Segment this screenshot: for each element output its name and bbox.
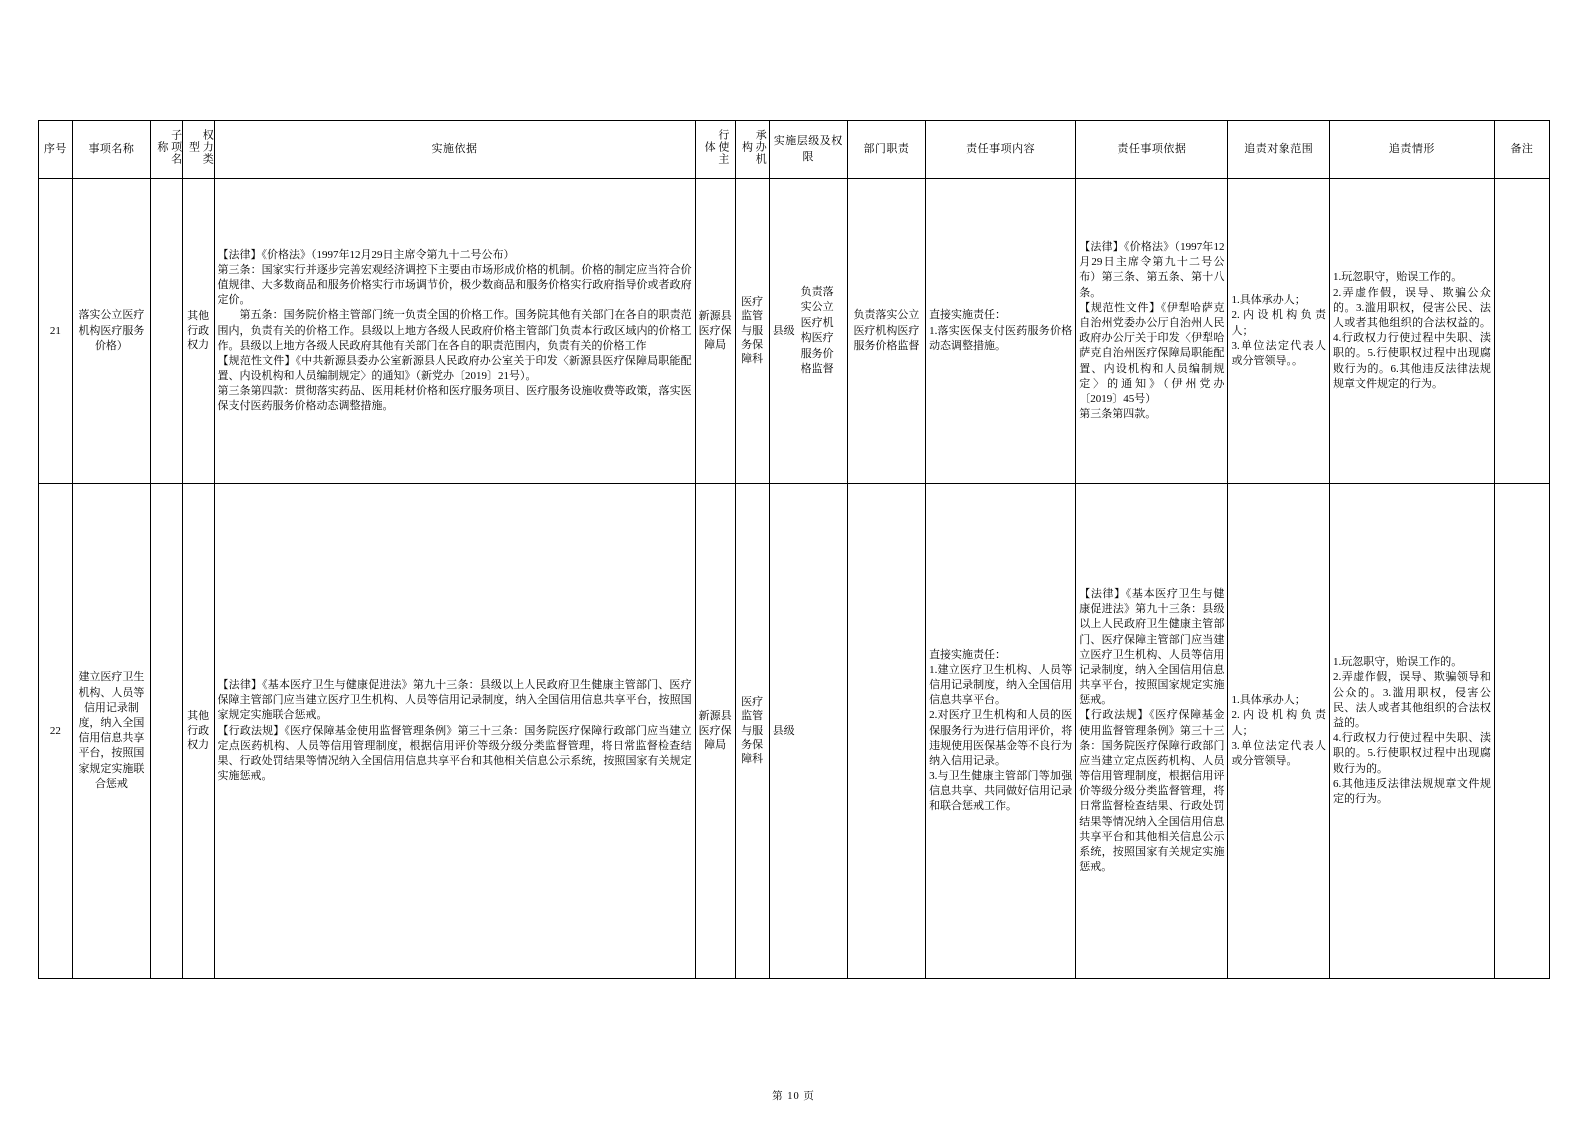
resp-basis-line: 【行政法规】《医疗保障基金使用监督管理条例》第三十三条：国务院医疗保障行政部门应当建立定点医药机构、人员等信用管理制度，根据信用评价等级分级分类监督管理，将日常监督检查结果、行政处罚结果等情况纳入全国信用信息共享平台和其他相关信息公示系统，按照国家有关规定实施惩戒。 <box>1079 709 1225 874</box>
header-resp-content: 责任事项内容 <box>926 121 1076 179</box>
row-department-duty <box>847 484 925 979</box>
header-subname <box>151 121 183 179</box>
header-powertype <box>182 121 214 179</box>
row-seq: 22 <box>39 484 73 979</box>
row-power-type <box>182 484 214 979</box>
situation-line: 1.玩忽职守，贻误工作的。 <box>1332 656 1463 669</box>
row-remark <box>1494 484 1549 979</box>
target-line: 1.具体承办人； <box>1231 294 1306 307</box>
situation-line: 2.弄虚作假，误导、欺骗公众的。3.滥用职权，侵害公民、法人或者其他组织的合法权益的。4.行政权力行使过程中失职、渎职的。5.行使职权过程中出现腐败行为的。6.其他违反法律法规规章文件规定的行为。 <box>1332 286 1491 390</box>
row-item-name: 建立医疗卫生机构、人员等信用记录制度，纳入全国信用信息共享平台，按照国家规定实施联合惩戒 <box>72 484 150 979</box>
row-agency-text: 医疗监管与服务保障科 <box>741 295 764 366</box>
header-target: 追责对象范围 <box>1228 121 1330 179</box>
row-subject <box>695 179 735 484</box>
basis-line: 【法律】《价格法》（1997年12月29日主席令第九十二号公布） <box>217 248 515 261</box>
basis-line: 【行政法规】《医疗保障基金使用监督管理条例》第三十三条：国务院医疗保障行政部门应当建立定点医药机构、人员等信用管理制度，根据信用评价等级分级分类监督管理，将日常监督检查结果、行政处罚结果等情况纳入全国信用信息共享平台和其他相关信息公示系统，按照国家有关规定实施惩戒。 <box>217 724 692 783</box>
row-remark <box>1494 179 1549 484</box>
situation-line: 1.玩忽职守，贻误工作的。 <box>1332 271 1463 284</box>
header-name: 事项名称 <box>72 121 150 179</box>
row-resp-basis <box>1076 484 1228 979</box>
row-target <box>1228 484 1330 979</box>
row-seq: 21 <box>39 179 73 484</box>
header-subject-text: 行使主体 <box>703 129 729 165</box>
resp-content-line: 2.对医疗卫生机构和人员的医保服务行为进行信用评价，将违规使用医保基金等不良行为纳入信用记录。 <box>929 709 1073 767</box>
row-subject-text: 新源县医疗保障局 <box>698 710 732 751</box>
basis-line: 【规范性文件】《中共新源县委办公室新源县人民政府办公室关于印发〈新源县医疗保障局职能配置、内设机构和人员编制规定〉的通知》（新党办〔2019〕21号）。 <box>217 354 692 383</box>
row-resp-content <box>926 179 1076 484</box>
header-subname-text: 子项名称 <box>155 129 182 165</box>
header-subject <box>695 121 735 179</box>
resp-content-line: 直接实施责任： <box>929 648 1007 661</box>
row-item-name: 落实公立医疗机构医疗服务价格） <box>72 179 150 484</box>
table-row <box>39 179 1550 484</box>
row-target <box>1228 179 1330 484</box>
resp-basis-line: 【法律】《基本医疗卫生与健康促进法》第九十三条：县级以上人民政府卫生健康主管部门、医疗保障主管部门应当建立医疗卫生机构、人员等信用记录制度，纳入全国信用信息共享平台，按照国家规定实施惩戒。 <box>1079 588 1225 707</box>
row-agency <box>735 179 769 484</box>
row-situations <box>1329 484 1494 979</box>
resp-basis-line: 【规范性文件】《伊犁哈萨克自治州党委办公厅自治州人民政府办公厅关于印发〈伊犁哈萨克自治州医疗保障局职能配置、内设机构和人员编制规定〉的通知》（伊州党办〔2019〕45号） <box>1079 301 1225 405</box>
resp-content-line: 1.建立医疗卫生机构、人员等信用记录制度，纳入全国信用信息共享平台。 <box>929 663 1073 707</box>
row-sub-name <box>151 484 183 979</box>
situation-line: 6.其他违反法律法规规章文件规定的行为。 <box>1332 777 1491 805</box>
basis-line: 第三条：国家实行并逐步完善宏观经济调控下主要由市场形成价格的机制。价格的制定应当符合价值规律、大多数商品和服务价格实行市场调节价，极少数商品和服务价格实行政府指导价或者政府定价。 <box>217 263 692 307</box>
header-seq: 序号 <box>39 121 73 179</box>
header-row <box>39 121 1550 179</box>
header-resp-basis: 责任事项依据 <box>1076 121 1228 179</box>
page-footer: 第 10 页 <box>772 1091 815 1102</box>
row-scope-text: 负责落实公立医疗机构医疗服务价格监督 <box>800 286 834 375</box>
header-agency-text: 承办机构 <box>740 129 767 165</box>
resp-basis-line: 【法律】《价格法》（1997年12月29日主席令第九十二号公布）第三条、第五条、第十八条。 <box>1079 241 1225 299</box>
table-row <box>39 484 1550 979</box>
resp-content-line: 3.与卫生健康主管部门等加强信息共享、共同做好信用记录和联合惩戒工作。 <box>929 770 1073 813</box>
target-line: 3.单位法定代表人或分管领导。 <box>1231 739 1326 767</box>
target-line: 1.具体承办人； <box>1231 694 1306 707</box>
row-situations <box>1329 179 1494 484</box>
power-responsibility-table <box>38 120 1550 979</box>
row-power-type <box>182 179 214 484</box>
target-line: 2.内设机构负责人； <box>1231 709 1326 737</box>
row-department-duty: 负责落实公立医疗机构医疗服务价格监督 <box>847 179 925 484</box>
header-level: 实施层级及权限 <box>769 121 847 179</box>
row-basis <box>214 179 695 484</box>
row-agency <box>735 484 769 979</box>
basis-line: 【法律】《基本医疗卫生与健康促进法》第九十三条：县级以上人民政府卫生健康主管部门、医疗保障主管部门应当建立医疗卫生机构、人员等信用记录制度，纳入全国信用信息共享平台，按照国家规定实施联合惩戒。 <box>217 679 692 722</box>
row-resp-basis <box>1076 179 1228 484</box>
basis-line: 第五条：国务院价格主管部门统一负责全国的价格工作。国务院其他有关部门在各自的职责范围内，负责有关的价格工作。县级以上地方各级人民政府价格主管部门负责本行政区域内的价格工作。县级以上地方各级人民政府其他有关部门在各自的职责范围内，负责有关的价格工作 <box>217 309 692 352</box>
row-subject <box>695 484 735 979</box>
header-remark: 备注 <box>1494 121 1549 179</box>
row-resp-content <box>926 484 1076 979</box>
row-power-type-text: 其他行政权力 <box>187 310 210 351</box>
row-basis <box>214 484 695 979</box>
row-subject-text: 新源县医疗保障局 <box>698 310 732 351</box>
basis-line: 第三条第四款：贯彻落实药品、医用耗材价格和医疗服务项目、医疗服务设施收费等政策，落实医保支付医药服务价格动态调整措施。 <box>217 385 692 413</box>
row-level-text: 县级 <box>772 325 795 338</box>
target-line: 2.内设机构负责人； <box>1231 309 1326 337</box>
resp-basis-line: 第三条第四款。 <box>1079 408 1157 421</box>
target-line: 3.单位法定代表人或分管领导。。 <box>1231 339 1326 367</box>
row-level <box>769 179 847 484</box>
resp-content-line: 1.落实医保支付医药服务价格动态调整措施。 <box>929 324 1073 352</box>
header-duty: 部门职责 <box>847 121 925 179</box>
header-agency <box>735 121 769 179</box>
header-situations: 追责情形 <box>1329 121 1494 179</box>
table-header <box>39 121 1550 179</box>
row-level <box>769 484 847 979</box>
row-agency-text: 医疗监管与服务保障科 <box>741 695 764 766</box>
row-sub-name <box>151 179 183 484</box>
header-powertype-text: 权力类型 <box>187 129 214 165</box>
situation-line: 2.弄虚作假，误导、欺骗领导和公众的。3.滥用职权，侵害公民、法人或者其他组织的合法权益的。 <box>1332 671 1491 729</box>
situation-line: 4.行政权力行使过程中失职、渎职的。5.行使职权过程中出现腐败行为的。 <box>1332 732 1491 775</box>
table-body <box>39 179 1550 979</box>
resp-content-line: 直接实施责任： <box>929 309 1007 322</box>
row-power-type-text: 其他行政权力 <box>187 710 210 751</box>
header-basis: 实施依据 <box>214 121 695 179</box>
row-level-text: 县级 <box>772 725 795 738</box>
